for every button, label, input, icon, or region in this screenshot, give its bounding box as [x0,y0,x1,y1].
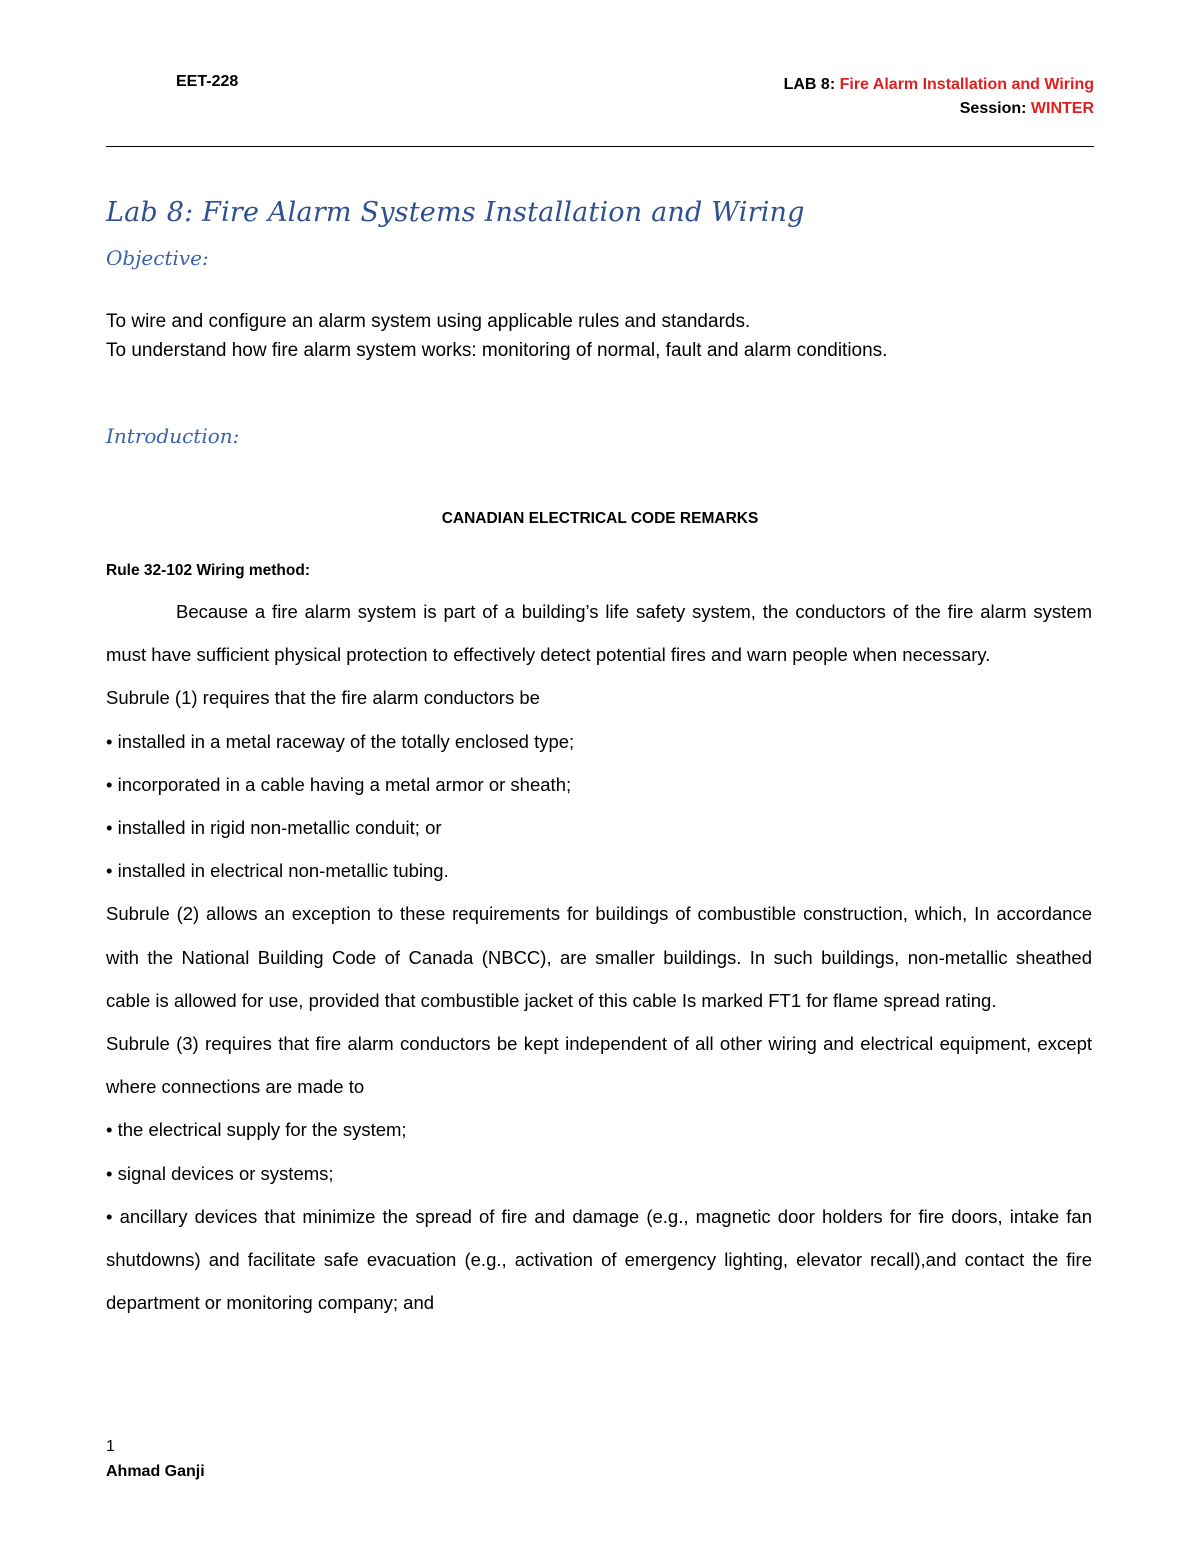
bullet-item: • installed in a metal raceway of the totally enclosed type; [106,730,575,752]
objective-text [106,307,887,365]
lab-line [784,73,1094,97]
header-divider [106,146,1094,147]
lab-title: Fire Alarm Installation and Wiring [839,76,1094,93]
introduction-heading: Introduction: [106,424,240,448]
rule-heading: Rule 32-102 Wiring method: [106,562,310,579]
bullet-item: • ancillary devices that minimize the spread of fire and damage (e.g., magnetic door holders for fire doors, intake fan shutdowns) and facilitate safe evacuation (e.g., activation of emergency lighting, elevator recall),and contact the fire department or monitoring company; and [106,1205,1092,1314]
bullet-item: • installed in rigid non-metallic conduit; or [106,817,442,839]
page-number: 1 [106,1438,115,1455]
bullet-item: • incorporated in a cable having a metal armor or sheath; [106,773,572,795]
body-text [106,590,1092,1324]
session-value: WINTER [1030,100,1094,117]
paragraph: Subrule (1) requires that the fire alarm conductors be [106,687,540,709]
header-lab-info [784,73,1094,121]
paragraph: Subrule (3) requires that fire alarm conductors be kept independent of all other wiring and electrical equipment, except where connections are made to [106,1033,1092,1098]
lab-prefix: LAB 8: [783,76,840,93]
bullet-item: • installed in electrical non-metallic tubing. [106,860,449,882]
objective-line: To wire and configure an alarm system using applicable rules and standards. [106,311,751,332]
course-code: EET-228 [176,73,239,90]
session-label: Session: [959,100,1031,117]
bullet-item: • the electrical supply for the system; [106,1119,407,1141]
objective-heading: Objective: [106,246,209,270]
paragraph: Subrule (2) allows an exception to these requirements for buildings of combustible construction, which, In accordance with the National Building Code of Canada (NBCC), are smaller buildings. In such buildings, non-metallic sheathed cable is allowed for use, provided that combustible jacket of this cable Is marked FT1 for flame spread rating. [106,903,1092,1011]
objective-line: To understand how fire alarm system works: monitoring of normal, fault and alarm conditions. [106,340,888,361]
author-name: Ahmad Ganji [106,1463,205,1480]
paragraph: Because a fire alarm system is part of a building’s life safety system, the conductors of the fire alarm system must have sufficient physical protection to effectively detect potential fires and warn people when necessary. [106,601,1092,666]
document-title: Lab 8: Fire Alarm Systems Installation and Wiring [106,197,805,228]
session-line [784,97,1094,121]
bullet-item: • signal devices or systems; [106,1162,334,1184]
section-title: CANADIAN ELECTRICAL CODE REMARKS [441,510,759,527]
